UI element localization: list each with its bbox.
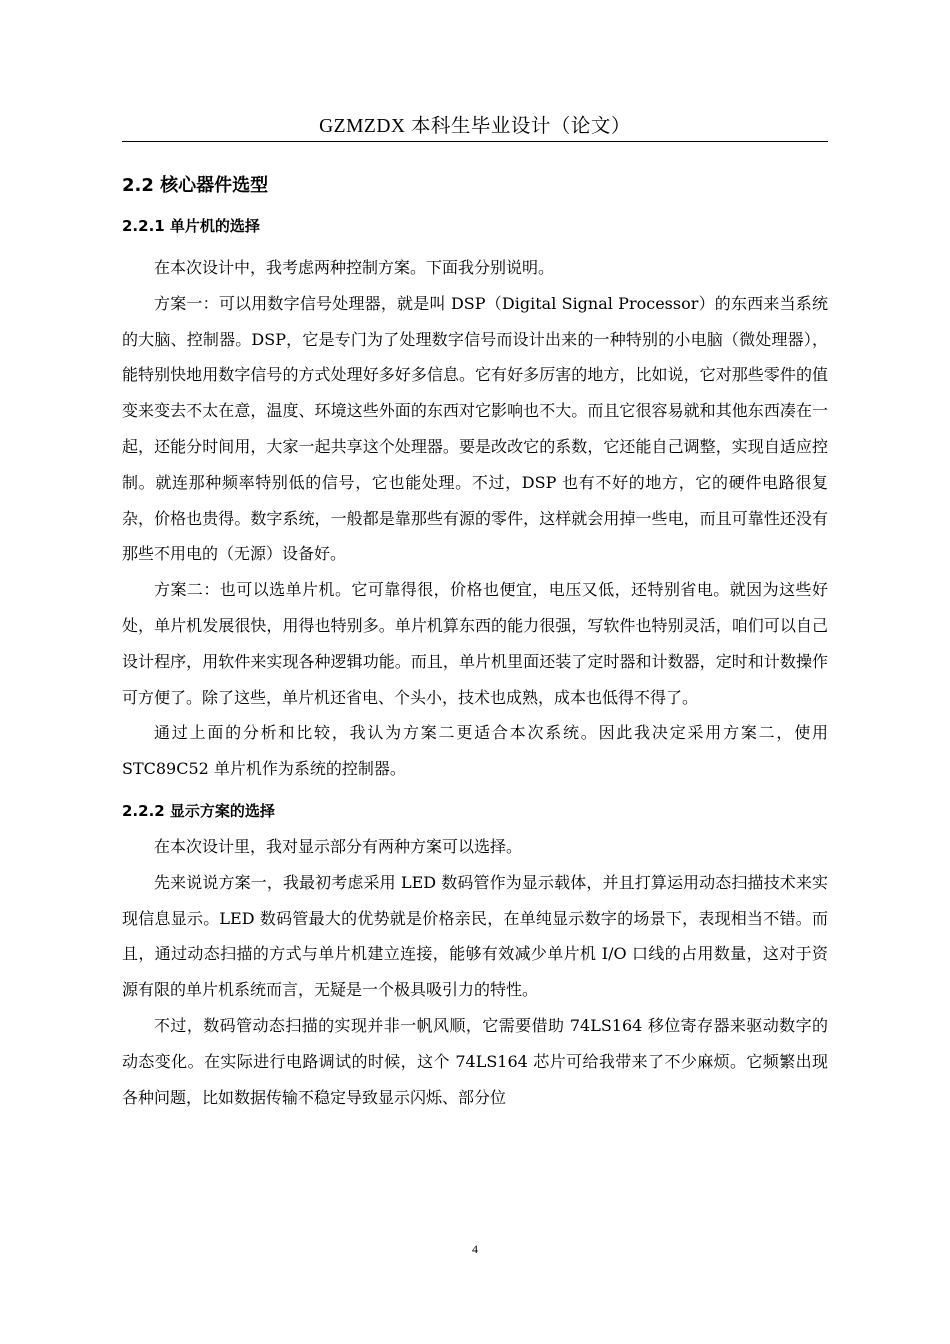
subsection-body-display [122, 829, 828, 1115]
paragraph: 方案二：也可以选单片机。它可靠得很，价格也便宜，电压又低，还特别省电。就因为这些好处，单片机发展很快，用得也特别多。单片机算东西的能力很强，写软件也特别灵活，咱们可以自己设计程序，用软件来实现各种逻辑功能。而且，单片机里面还装了定时器和计数器，定时和计数操作可方便了。除了这些，单片机还省电、个头小，技术也成熟，成本也低得不得了。 [122, 580, 828, 707]
paragraph: 通过上面的分析和比较，我认为方案二更适合本次系统。因此我决定采用方案二，使用 STC89C52 单片机作为系统的控制器。 [122, 723, 828, 779]
paragraph: 在本次设计中，我考虑两种控制方案。下面我分别说明。 [154, 258, 555, 277]
paragraph: 不过，数码管动态扫描的实现并非一帆风顺，它需要借助 74LS164 移位寄存器来驱动数字的动态变化。在实际进行电路调试的时候，这个 74LS164 芯片可给我带来了不少麻烦。它频繁出现各种问题，比如数据传输不稳定导致显示闪烁、部分位 [122, 1015, 828, 1107]
paragraph: 先来说说方案一，我最初考虑采用 LED 数码管作为显示载体，并且打算运用动态扫描技术来实现信息显示。LED 数码管最大的优势就是价格亲民，在单纯显示数字的场景下，表现相当不错。而且，通过动态扫描的方式与单片机建立连接，能够有效减少单片机 I/O 口线的占用数量，这对于资源有限的单片机系统而言，无疑是一个极具吸引力的特性。 [122, 872, 828, 1000]
subsection-heading-mcu: 2.2.1 单片机的选择 [122, 217, 260, 235]
paragraph: 在本次设计里，我对显示部分有两种方案可以选择。 [154, 836, 523, 856]
subsection-heading-display: 2.2.2 显示方案的选择 [122, 801, 275, 820]
page-number: 4 [472, 1242, 478, 1256]
section-heading: 2.2 核心器件选型 [122, 175, 269, 196]
paragraph: 方案一：可以用数字信号处理器，就是叫 DSP（Digital Signal Processor）的东西来当系统的大脑、控制器。DSP，它是专门为了处理数字信号而设计出来的一种特别的小电脑（微处理器），能特别快地用数字信号的方式处理好多好多信息。它有好多厉害的地方，比如说，它对那些零件的值变来变去不太在意，温度、环境这些外面的东西对它影响也不大。而且它很容易就和其他东西凑在一起，还能分时间用，大家一起共享这个处理器。要是改改它的系数，它还能自己调整，实现自适应控制。就连那种频率特别低的信号，它也能处理。不过，DSP 也有不好的地方，它的硬件电路很复杂，价格也贵得。数字系统，一般都是靠那些有源的零件，这样就会用掉一些电，而且可靠性还没有那些不用电的（无源）设备好。 [122, 293, 828, 564]
header-rule [122, 141, 828, 142]
document-body [122, 164, 828, 1115]
subsection-body-mcu [122, 250, 828, 787]
page-header-title: GZMZDX 本科生毕业设计（论文） [319, 116, 631, 137]
